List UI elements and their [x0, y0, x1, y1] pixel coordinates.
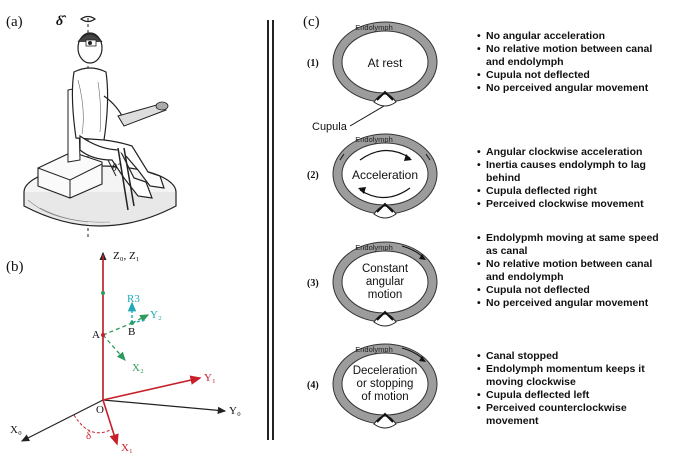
- x1-axis: [103, 400, 117, 444]
- point-b-label: B: [128, 326, 136, 338]
- canal-state-text: of motion: [361, 390, 409, 403]
- description-item: • Endolypmh moving at same speed as canal: [477, 232, 667, 258]
- description-item: • No perceived angular movement: [477, 297, 667, 310]
- theta-symbol: θ̂: [112, 163, 117, 174]
- panel-c-label: (c): [303, 14, 320, 30]
- canal-state-text: Acceleration: [351, 167, 419, 182]
- divider-line-left: [267, 20, 269, 440]
- r3-axis-label: R3: [127, 293, 140, 305]
- row-number: (3): [307, 278, 319, 289]
- description-item: • Perceived clockwise movement: [477, 198, 667, 211]
- canal-state-text: or stopping: [356, 377, 414, 390]
- canal-state-text: At rest: [367, 55, 403, 70]
- cupula-pointer-line: [348, 104, 388, 128]
- canal-state-text: Constant: [361, 262, 409, 275]
- row-description-list: [477, 232, 667, 310]
- canal-state-text: Deceleration: [352, 364, 418, 377]
- canal-state-text: motion: [367, 288, 403, 301]
- delta-angle-label: δ: [86, 430, 92, 442]
- y1-axis: [103, 378, 200, 400]
- description-item: • No perceived angular movement: [477, 82, 667, 95]
- y2-axis-label: Y₂: [150, 309, 162, 321]
- coordinate-frame-diagram: [0, 245, 265, 465]
- y0-axis-label: Y₀: [229, 405, 241, 417]
- description-item: • Cupula deflected left: [477, 389, 667, 402]
- rotating-chair-illustration: [20, 0, 220, 240]
- panel-a-label: (a): [6, 14, 23, 30]
- x1-axis-label: X₁: [121, 442, 133, 454]
- delta-symbol: δ̂: [56, 14, 64, 29]
- description-item: • Perceived counterclockwise movement: [477, 402, 667, 428]
- row-description-list: [477, 146, 667, 211]
- description-item: • Cupula deflected right: [477, 185, 667, 198]
- endolymph-label: Endolymph: [355, 135, 393, 144]
- divider-line-right: [272, 20, 274, 440]
- row-number: (2): [307, 170, 319, 181]
- description-item: • No relative motion between canal and endolymph: [477, 258, 667, 284]
- y1-axis-label: Y₁: [204, 372, 216, 384]
- point-b-marker: [130, 321, 134, 325]
- description-item: • Cupula not deflected: [477, 284, 667, 297]
- x0-axis-label: X₀: [10, 424, 22, 436]
- origin-label: O: [96, 404, 104, 416]
- description-item: • Endolymph momentum keeps it moving clockwise: [477, 363, 667, 389]
- row-description-list: [477, 350, 667, 428]
- y0-axis: [103, 400, 225, 411]
- x2-axis: [103, 335, 125, 360]
- canal-state-text: angular: [365, 275, 405, 288]
- x2-axis-label: X₂: [132, 362, 144, 374]
- z-axis-label: Z₀, Z₁: [113, 250, 140, 262]
- point-a-label: A: [92, 329, 100, 341]
- endolymph-label: Endolymph: [355, 345, 393, 354]
- point-a-marker: [101, 333, 105, 337]
- row-number: (1): [307, 58, 319, 69]
- row-description-list: [477, 30, 667, 95]
- description-item: • No relative motion between canal and endolymph: [477, 43, 667, 69]
- description-item: • Cupula not deflected: [477, 69, 667, 82]
- row-number: (4): [307, 380, 319, 391]
- description-item: • Angular clockwise acceleration: [477, 146, 667, 159]
- endolymph-label: Endolymph: [355, 243, 393, 252]
- description-item: • Canal stopped: [477, 350, 667, 363]
- panel-b-label: (b): [6, 259, 24, 275]
- description-item: • No angular acceleration: [477, 30, 667, 43]
- endolymph-label: Endolymph: [355, 23, 393, 32]
- delta-angle-arc: [74, 415, 112, 433]
- description-item: • Inertia causes endolymph to lag behind: [477, 159, 667, 185]
- cupula-label: Cupula: [312, 121, 347, 133]
